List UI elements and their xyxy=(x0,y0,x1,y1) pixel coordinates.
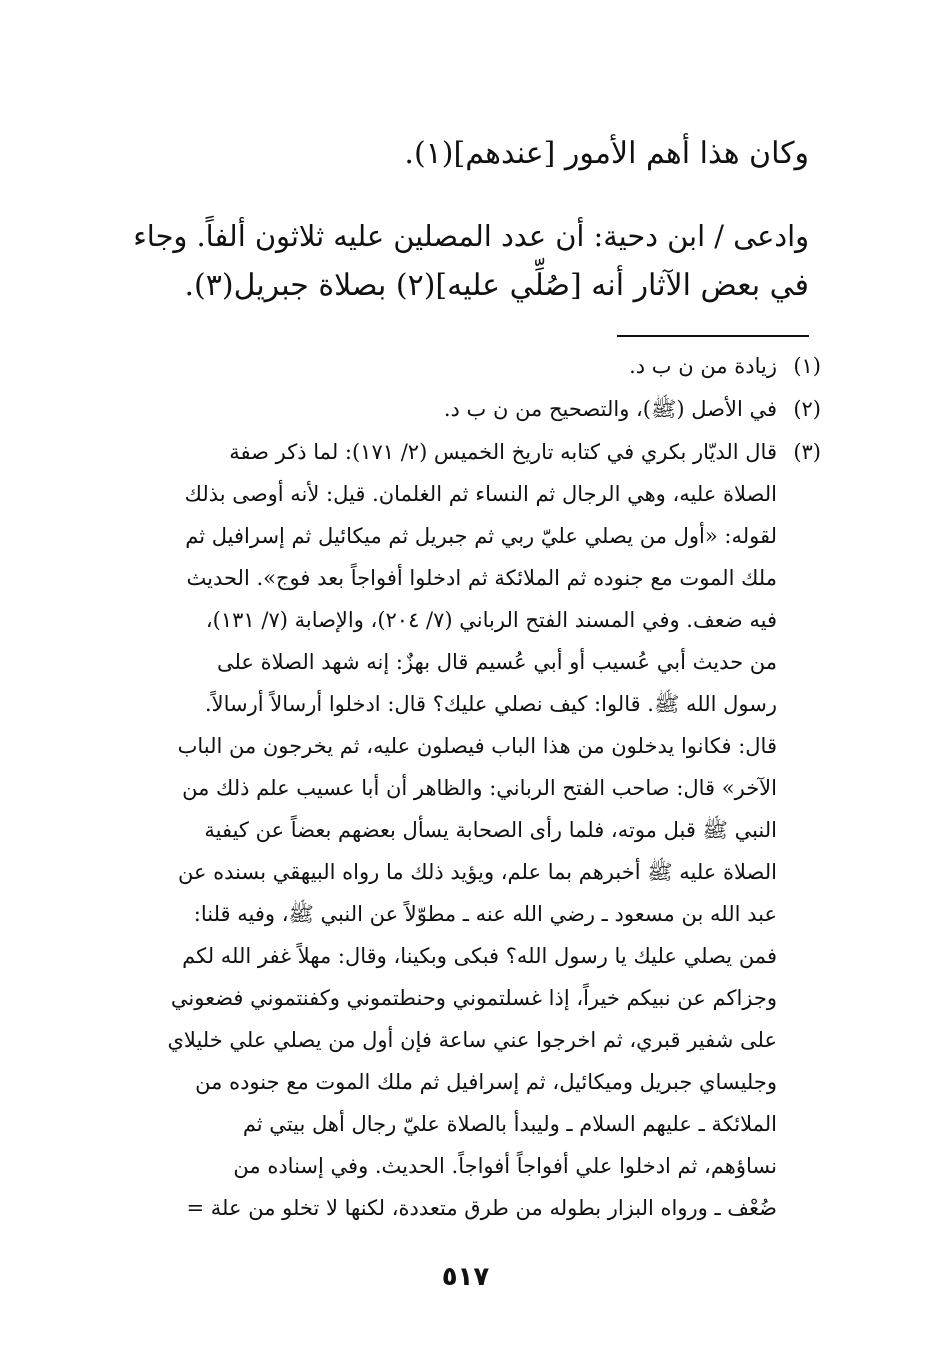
footnote-number: (٣) xyxy=(793,440,821,464)
footnote-line: زيادة من ن ب د. xyxy=(629,354,777,378)
footnote-line: وجزاكم عن نبيكم خيراً، إذا غسلتموني وحنطتموني وكفنتموني فضعوني xyxy=(170,986,777,1010)
footnote-line: الملائكة ـ عليهم السلام ـ وليبدأ بالصلاة عليّ رجال أهل بيتي ثم xyxy=(242,1112,777,1136)
footnote-line: ملك الموت مع جنوده ثم الملائكة ثم ادخلوا أفواجاً بعد فوج». الحديث xyxy=(186,566,777,590)
footnote-number: (٢) xyxy=(793,397,821,421)
main-text-line-3: في بعض الآثار أنه [صُلِّي عليه](٢) بصلاة جبريل(٣). xyxy=(184,268,809,303)
footnote-line: لقوله: «أول من يصلي عليّ ربي ثم جبريل ثم ميكائيل ثم إسرافيل ثم xyxy=(185,524,777,548)
footnote-line: من حديث أبي عُسيب أو أبي عُسيم قال بهزٌ: إنه شهد الصلاة على xyxy=(216,650,777,674)
footnote-line: وجليساي جبريل وميكائيل، ثم إسرافيل ثم ملك الموت مع جنوده من xyxy=(195,1070,777,1094)
footnote-line: ضُعْف ـ ورواه البزار بطوله من طرق متعددة، لكنها لا تخلو من علة = xyxy=(186,1196,777,1220)
footnote-line: قال: فكانوا يدخلون من هذا الباب فيصلون عليه، ثم يخرجون من الباب xyxy=(177,734,777,758)
footnote-line: على شفير قبري، ثم اخرجوا عني ساعة فإن أول من يصلي علي خليلاي xyxy=(167,1028,777,1052)
main-text-line-1: وكان هذا أهم الأمور [عندهم](١). xyxy=(404,136,809,171)
footnote-line: نساؤهم، ثم ادخلوا علي أفواجاً أفواجاً. الحديث. وفي إسناده من xyxy=(233,1154,777,1178)
footnote-number: (١) xyxy=(793,354,821,378)
footnote-line: عبد الله بن مسعود ـ رضي الله عنه ـ مطوّلاً عن النبي ﷺ، وفيه قلنا: xyxy=(193,902,777,926)
page-number: ٥١٧ xyxy=(441,1262,490,1292)
footnote-line: الصلاة عليه ﷺ أخبرهم بما علم، ويؤيد ذلك ما رواه البيهقي بسنده عن xyxy=(177,860,777,884)
footnote-line: فمن يصلي عليك يا رسول الله؟ فبكى وبكينا، وقال: مهلاً غفر الله لكم xyxy=(182,944,777,968)
footnote-line: الصلاة عليه، وهي الرجال ثم النساء ثم الغلمان. قيل: لأنه أوصى بذلك xyxy=(184,482,777,506)
footnote-line: قال الديّار بكري في كتابه تاريخ الخميس (٢/ ١٧١): لما ذكر صفة xyxy=(229,440,777,464)
footnote-3 xyxy=(106,436,821,1236)
footnote-separator xyxy=(617,335,809,337)
footnote-1 xyxy=(106,350,821,382)
footnote-line: فيه ضعف. وفي المسند الفتح الرباني (٧/ ٢٠٤)، والإصابة (٧/ ١٣١)، xyxy=(205,608,777,632)
footnote-line: الآخر» قال: صاحب الفتح الرباني: والظاهر أن أبا عسيب علم ذلك من xyxy=(182,776,777,800)
footnote-line: رسول الله ﷺ. قالوا: كيف نصلي عليك؟ قال: ادخلوا أرسالاً أرسالاً. xyxy=(204,692,777,716)
footnote-line: في الأصل (ﷺ)، والتصحيح من ن ب د. xyxy=(443,397,777,421)
footnote-line: النبي ﷺ قبل موته، فلما رأى الصحابة يسأل بعضهم بعضاً عن كيفية xyxy=(204,818,777,842)
main-text-line-2: وادعى / ابن دحية: أن عدد المصلين عليه ثلاثون ألفاً. وجاء xyxy=(133,219,809,253)
footnote-2 xyxy=(106,393,821,425)
